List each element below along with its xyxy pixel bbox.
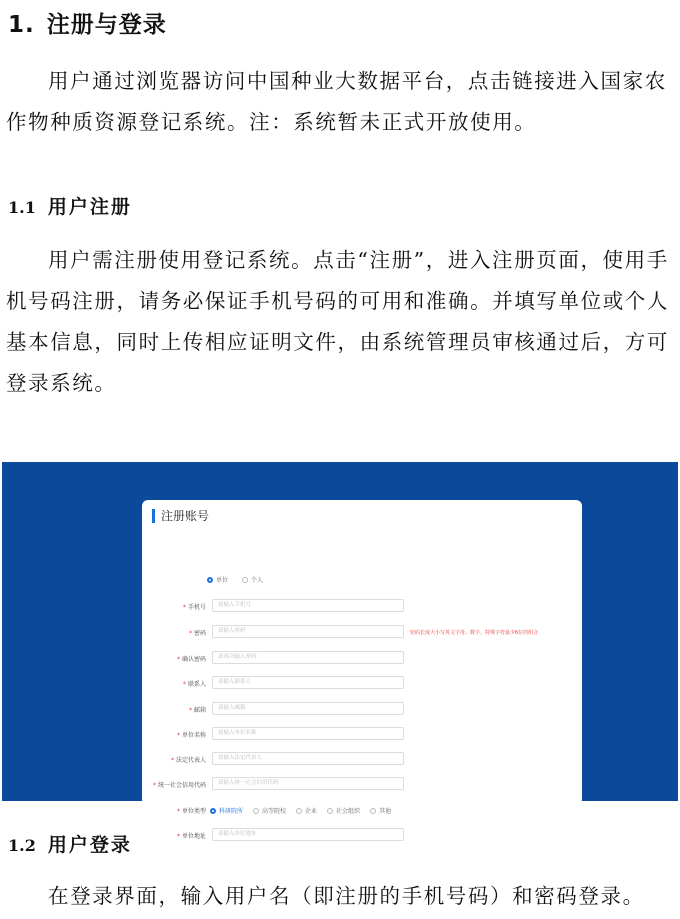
email-input[interactable]: 请输入邮箱 [212,702,404,715]
radio-checked-icon [207,577,213,583]
radio-checked-icon [210,808,216,814]
legal-rep-input[interactable]: 请输入法定代表人 [212,752,404,765]
radio-option-research[interactable]: 科研院所 [210,806,243,815]
radio-option-social-org[interactable]: 社会组织 [327,806,360,815]
paragraph-login: 在登录界面，输入用户名（即注册的手机号码）和密码登录。 [48,884,645,908]
radio-unchecked-icon [296,808,302,814]
section-title: 用户注册 [47,196,132,218]
form-row-address [142,828,582,842]
password-input[interactable]: 请输入密码 [212,625,404,638]
radio-label: 单位 [216,577,229,584]
form-row-credit-code [142,777,582,791]
form-row-phone [142,599,582,613]
register-card [142,500,582,840]
field-label: * 单位类型 [176,808,206,815]
section-number: 1. [8,12,35,38]
form-row-contact [142,676,582,690]
section-number: 1.1 [8,198,36,217]
unit-type-radio-group [210,806,401,815]
field-label: * 密码 [188,630,206,637]
password-hint: 密码长度大小写英文字母、数字、特殊字符最少6位的组合 [410,630,539,636]
credit-code-input[interactable]: 请输入统一社会信用代码 [212,777,404,790]
radio-unchecked-icon [370,808,376,814]
radio-unchecked-icon [253,808,259,814]
account-type-radio-group [207,575,277,584]
paragraph-intro: 用户通过浏览器访问中国种业大数据平台，点击链接进入国家农作物种质资源登记系统。注：系统暂未正式开放使用。 [6,69,667,134]
form-row-unit-name [142,727,582,741]
radio-option-personal[interactable] [242,575,263,584]
form-row-email [142,702,582,716]
radio-option-university[interactable]: 高等院校 [253,806,286,815]
card-title: 注册账号 [152,509,209,523]
field-label: * 单位名称 [176,732,206,739]
field-label: * 邮箱 [188,707,206,714]
radio-option-unit[interactable] [207,575,228,584]
field-label: * 统一社会信用代码 [152,782,206,789]
section-title: 注册与登录 [46,12,167,38]
field-label: * 联系人 [182,681,206,688]
section-title: 用户登录 [47,834,132,856]
confirm-password-input[interactable]: 请再次输入密码 [212,651,404,664]
contact-input[interactable]: 请输入联系人 [212,676,404,689]
form-row-confirm-password [142,651,582,665]
form-row-password [142,625,582,639]
radio-option-other[interactable]: 其他 [370,806,391,815]
field-label: * 法定代表人 [170,757,206,764]
paragraph-registration: 用户需注册使用登记系统。点击“注册”，进入注册页面，使用手机号码注册，请务必保证手机号码的可用和准确。并填写单位或个人基本信息，同时上传相应证明文件，由系统管理员审核通过后，方可登录系统。 [6,248,669,395]
address-input[interactable]: 请输入单位地址 [212,828,404,841]
radio-unchecked-icon [327,808,333,814]
section-heading-1-2 [8,830,132,857]
radio-label: 个人 [251,577,264,584]
form-row-unit-type [142,803,582,817]
radio-unchecked-icon [242,577,248,583]
radio-option-enterprise[interactable]: 企业 [296,806,317,815]
unit-name-input[interactable]: 请输入单位名称 [212,727,404,740]
form-row-legal-rep [142,752,582,766]
field-label: * 单位地址 [176,833,206,840]
registration-screenshot [2,462,678,840]
field-label: * 确认密码 [176,656,206,663]
field-label: * 手机号 [182,604,206,611]
section-heading-1 [8,6,167,39]
section-number: 1.2 [8,836,36,855]
section-heading-1-1 [8,192,132,219]
phone-input[interactable]: 请输入手机号 [212,599,404,612]
